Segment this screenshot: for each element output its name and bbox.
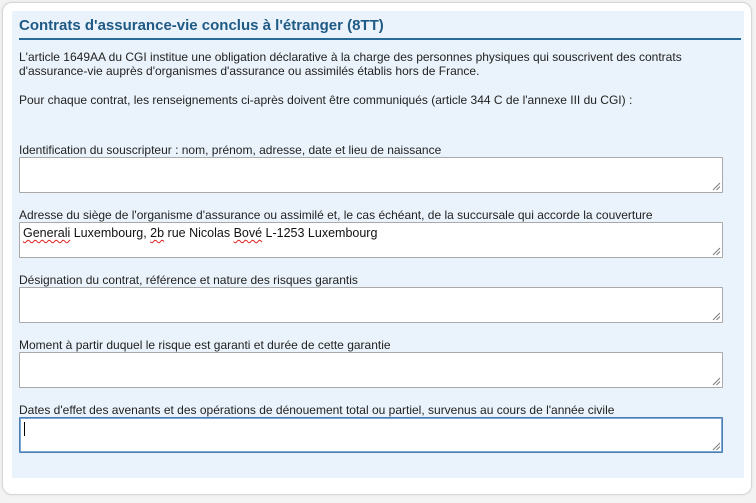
value-text: rue Nicolas [164, 226, 234, 240]
designation-contrat-textarea[interactable] [19, 287, 723, 323]
adresse-organisme-value [23, 226, 377, 241]
resize-grip-icon[interactable] [711, 376, 721, 386]
section-title: Contrats d'assurance-vie conclus à l'étranger (8TT) [19, 17, 384, 34]
field-label-dates-avenants: Dates d'effet des avenants et des opérations de dénouement total ou partiel, survenus au cours de l'année civile [19, 403, 615, 417]
adresse-organisme-textarea[interactable] [19, 222, 723, 258]
text-caret [24, 422, 25, 436]
intro-instruction: Pour chaque contrat, les renseignements ci-après doivent être communiqués (article 344 C de l'annexe III du CGI) : [19, 93, 633, 107]
form-card [2, 2, 752, 495]
souscripteur-textarea[interactable] [19, 157, 723, 193]
intro-paragraph: L'article 1649AA du CGI institue une obligation déclarative à la charge des personnes physiques qui souscrivent des contrats d'assurance-vie auprès d'organismes d'assurance ou assimilés établis hors de France. [19, 50, 682, 78]
field-label-souscripteur: Identification du souscripteur : nom, prénom, adresse, date et lieu de naissance [19, 143, 442, 157]
resize-grip-icon[interactable] [711, 441, 721, 451]
resize-grip-icon[interactable] [711, 311, 721, 321]
value-text: L-1253 Luxembourg [262, 226, 378, 240]
misspelled-word: Generali [23, 226, 71, 240]
misspelled-word: Bové [233, 226, 263, 240]
section-panel [12, 11, 744, 478]
dates-avenants-textarea[interactable] [19, 417, 723, 453]
misspelled-word: 2b [150, 226, 165, 240]
field-label-designation-contrat: Désignation du contrat, référence et nature des risques garantis [19, 273, 358, 287]
value-text: Luxembourg, [70, 226, 151, 240]
field-label-adresse-organisme: Adresse du siège de l'organisme d'assurance ou assimilé et, le cas échéant, de la succursale qui accorde la couverture [19, 208, 653, 222]
resize-grip-icon[interactable] [711, 181, 721, 191]
resize-grip-icon[interactable] [711, 246, 721, 256]
field-label-moment-garantie: Moment à partir duquel le risque est garanti et durée de cette garantie [19, 338, 391, 352]
title-divider [19, 38, 741, 40]
moment-garantie-textarea[interactable] [19, 352, 723, 388]
